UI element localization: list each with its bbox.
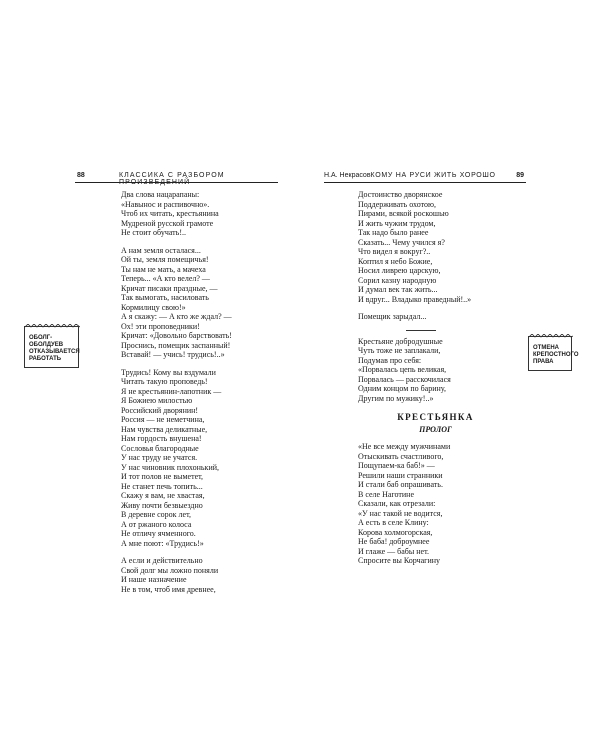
verse-line: Ты нам не мать, а мачеха [121,264,206,274]
author-name: Н.А. Некрасов [324,172,371,179]
verse-line: Вставай! — учись! трудись!..» [121,350,225,359]
stanza [121,246,291,360]
verse-line: И жить чужим трудом, [358,218,436,228]
verse-line: Не станет печь топить... [121,481,203,491]
verse-line: Сословья благородные [121,443,199,453]
book-title: КОМУ НА РУСИ ЖИТЬ ХОРОШО [370,172,496,179]
stanza-group [358,337,533,404]
verse-line: А мне поют: «Трудись!» [121,538,204,548]
verse-line: Поддерживать охотою, [358,199,436,209]
verse-line: И вдруг... Владыко праведный!..» [358,294,472,304]
verse-line: А я скажу: — А кто же ждал? — [121,312,232,321]
stanza-group [358,442,533,566]
verse-line: Крестьяне добродушные [358,336,443,346]
verse-line: Не стоит обучать!.. [121,228,186,237]
verse-line: «Навынос и распивочно». [121,199,210,209]
verse-line: В селе Наготине [358,489,414,499]
stanza [358,190,533,304]
verse-line: Так надо было ранее [358,228,429,237]
verse-line: Сказать... Чему учился я? [358,237,445,247]
verse-line: Подумав про себя: [358,355,422,365]
margin-note-left [24,326,79,368]
stanza [121,368,291,549]
verse-line: Проснись, помещик заспанный! [121,340,231,350]
verse-line: Отыскивать счастливого, [358,451,444,461]
verse-line: Не баба! доброумнее [358,537,430,546]
verse-line: И стали баб опрашивать. [358,480,443,489]
stanza [358,312,533,322]
left-page-header [75,171,278,186]
verse-line: В деревне сорок лет, [121,510,191,519]
verse-line: Пирами, всякой роскошью [358,209,449,218]
header-rule [324,182,526,183]
stanza [121,556,291,594]
margin-note-line: ОБОЛДУЕВ [29,342,64,348]
verse-line: Свой долг мы ложно поняли [121,565,219,575]
verse-line: Чуть тоже не заплакали, [358,346,441,355]
verse-line: И думал век так жить... [358,285,438,294]
verse-line: «Порвалась цепь великая, [358,365,447,374]
verse-line: Сорил казну народную [358,275,437,285]
verse-line: И наше назначение [121,575,187,584]
verse-line: Спросите вы Корчагину [358,556,441,565]
verse-line: Нам гордость внушена! [121,434,202,443]
verse-line: Другим по мужику!..» [358,393,434,403]
verse-line: Пощупаем-ка баб!» — [358,461,435,470]
header-rule [75,182,278,183]
verse-line: Порвалась — расскочилася [358,374,451,384]
stanza [121,190,291,238]
verse-line: Я Божиею милостью [121,396,193,405]
verse-line: Так вымогать, насиловать [121,293,209,302]
verse-line: Скажу я вам, не хвастая, [121,491,205,500]
verse-line: Читать такую проповедь! [121,377,208,386]
verse-line: Кормилицу свою!» [121,302,186,312]
margin-note-right [528,336,579,371]
page-number: 88 [77,172,85,179]
margin-note-box [528,336,579,371]
section-separator [406,330,436,331]
verse-line: Два слова нацарапаны: [121,190,200,199]
verse-line: А нам земля осталася... [121,245,201,255]
torn-edge-icon [25,324,80,330]
section-title: КРЕСТЬЯНКА [397,412,474,422]
verse-line: А от ржаного колоса [121,519,192,529]
margin-note-box [24,326,79,368]
verse-line: Не в том, чтоб имя древнее, [121,584,216,594]
right-page-header [324,171,526,183]
verse-line: «У нас такой не водится, [358,508,443,518]
verse-line: Я не крестьянин-лапотник — [121,386,222,396]
verse-line: А если и действительно [121,556,203,565]
verse-line: Одним концом по барину, [358,384,446,393]
stanza [358,442,533,566]
verse-line: Трудись! Кому вы вздумали [121,367,216,377]
verse-line: Ох! эти проповедники! [121,321,200,331]
verse-line: Что видел я вокруг?.. [358,247,431,256]
stanza-group [358,190,533,322]
verse-line: У нас труду не учатся. [121,453,198,462]
running-title: КЛАССИКА С РАЗБОРОМ ПРОИЗВЕДЕНИЙ [119,172,225,186]
verse-line: Нам чувства деликатные, [121,424,208,434]
right-page [300,0,600,750]
stanza [358,337,533,404]
verse-line: И глаже — бабы нет. [358,546,429,556]
verse-line: Носил ливрею царскую, [358,266,441,275]
margin-note-line: ОТКАЗЫВАЕТСЯ [29,349,80,355]
margin-note-line: РАБОТАТЬ [29,356,62,362]
right-text-column [358,190,533,574]
running-title [324,172,496,179]
verse-line: Российский дворянин! [121,405,199,415]
verse-line: Теперь... «А кто велел? — [121,274,210,283]
verse-line: Помещик зарыдал... [358,312,427,321]
verse-line: Коптил я небо Божие, [358,256,433,266]
verse-line: Живу почти безвыездно [121,500,203,510]
margin-note-line: ОТМЕНА [533,345,559,351]
margin-note-line: КРЕПОСТНОГО [533,352,579,358]
verse-line: Корова холмогорская, [358,527,433,537]
verse-line: Достоинство дворянское [358,190,443,199]
verse-line: Кричат писаки праздные, — [121,283,218,293]
verse-line: Ой ты, земля помещичья! [121,255,209,264]
verse-line: «Не все между мужчинами [358,442,451,451]
verse-line: Сказали, как отрезали: [358,499,436,508]
verse-line: У нас чиновник плохонький, [121,462,220,472]
verse-line: Россия — не неметчина, [121,415,205,424]
verse-line: А есть в селе Клину: [358,518,429,527]
verse-line: Кричат: «Довольно барствовать! [121,331,232,340]
verse-line: И тот полов не выметет, [121,472,204,481]
margin-note-line: ПРАВА [533,359,554,365]
verse-line: Решили наши странники [358,470,443,480]
torn-edge-icon [529,334,573,340]
subsection-title: ПРОЛОГ [419,424,452,434]
verse-line: Не отличу ячменного. [121,529,196,538]
page-number: 89 [516,172,524,179]
verse-line: Чтоб их читать, крестьянина [121,209,219,218]
left-text-column [121,190,291,602]
margin-note-line: ОБОЛГ- [29,335,53,341]
verse-line: Мудреной русской грамоте [121,218,214,228]
